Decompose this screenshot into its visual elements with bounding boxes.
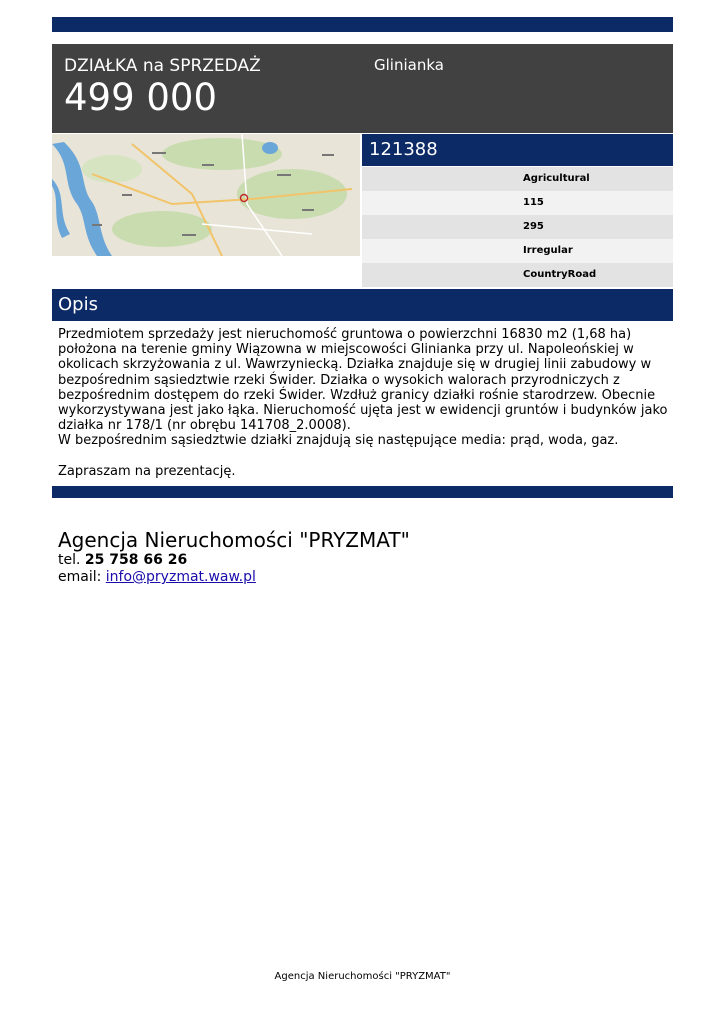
price: 499 000 bbox=[64, 76, 218, 119]
map-icon bbox=[52, 134, 360, 256]
description-heading-bar bbox=[52, 289, 673, 321]
description-paragraph: Zapraszam na prezentację. bbox=[58, 463, 236, 479]
attribute-value: 295 bbox=[523, 221, 544, 232]
attribute-row bbox=[362, 191, 673, 215]
email-link[interactable]: info@pryzmat.waw.pl bbox=[105, 569, 256, 585]
property-type: DZIAŁKA na SPRZEDAŻ bbox=[64, 56, 261, 76]
attribute-value: Agricultural bbox=[523, 173, 590, 184]
agency-contact bbox=[58, 528, 410, 586]
attribute-row bbox=[362, 239, 673, 263]
top-accent-bar bbox=[52, 17, 673, 32]
attribute-row bbox=[362, 263, 673, 287]
email-line bbox=[58, 569, 410, 586]
listing-header bbox=[52, 44, 673, 133]
description-paragraph: W bezpośrednim sąsiedztwie działki znajdują się następujące media: prąd, woda, gaz. bbox=[58, 433, 619, 449]
phone-line bbox=[58, 552, 410, 569]
phone-number: 25 758 66 26 bbox=[84, 552, 188, 568]
page-footer: Agencja Nieruchomości "PRYZMAT" bbox=[274, 971, 451, 982]
attribute-value: Irregular bbox=[523, 245, 573, 256]
phone-label: tel. bbox=[58, 552, 81, 568]
email-label: email: bbox=[58, 569, 102, 585]
bottom-accent-bar bbox=[52, 486, 673, 498]
location: Glinianka bbox=[374, 56, 444, 74]
attribute-row bbox=[362, 167, 673, 191]
attribute-row bbox=[362, 215, 673, 239]
listing-id: 121388 bbox=[369, 139, 438, 160]
attribute-table bbox=[362, 167, 673, 287]
description-paragraph: Przedmiotem sprzedaży jest nieruchomość gruntowa o powierzchni 16830 m2 (1,68 ha) położona na terenie gminy Wiązowna w miejscowości Glinianka przy ul. Napoleońskiej w okolicach skrzyżowania z ul. Wawrzyniecką. Działka znajduje się w drugiej linii zabudowy w bezpośrednim sąsiedztwie rzeki Świder. Działka o wysokich walorach przyrodniczych z bezpośrednim dostępem do rzeki Świder. Wzdłuż granicy działki rośnie starodrzew. Obecnie wykorzystywana jest jako łąka. Nieruchomość ujęta jest w ewidencji gruntów i budynków jako działka nr 178/1 (nr obrębu 141708_2.0008). bbox=[58, 327, 668, 434]
agency-name: Agencja Nieruchomości "PRYZMAT" bbox=[58, 528, 410, 552]
listing-id-bar bbox=[362, 134, 673, 166]
map-thumbnail bbox=[52, 134, 360, 256]
attribute-value: CountryRoad bbox=[523, 269, 597, 280]
description-heading: Opis bbox=[58, 294, 98, 315]
description-body bbox=[58, 327, 670, 479]
attribute-value: 115 bbox=[523, 197, 544, 208]
